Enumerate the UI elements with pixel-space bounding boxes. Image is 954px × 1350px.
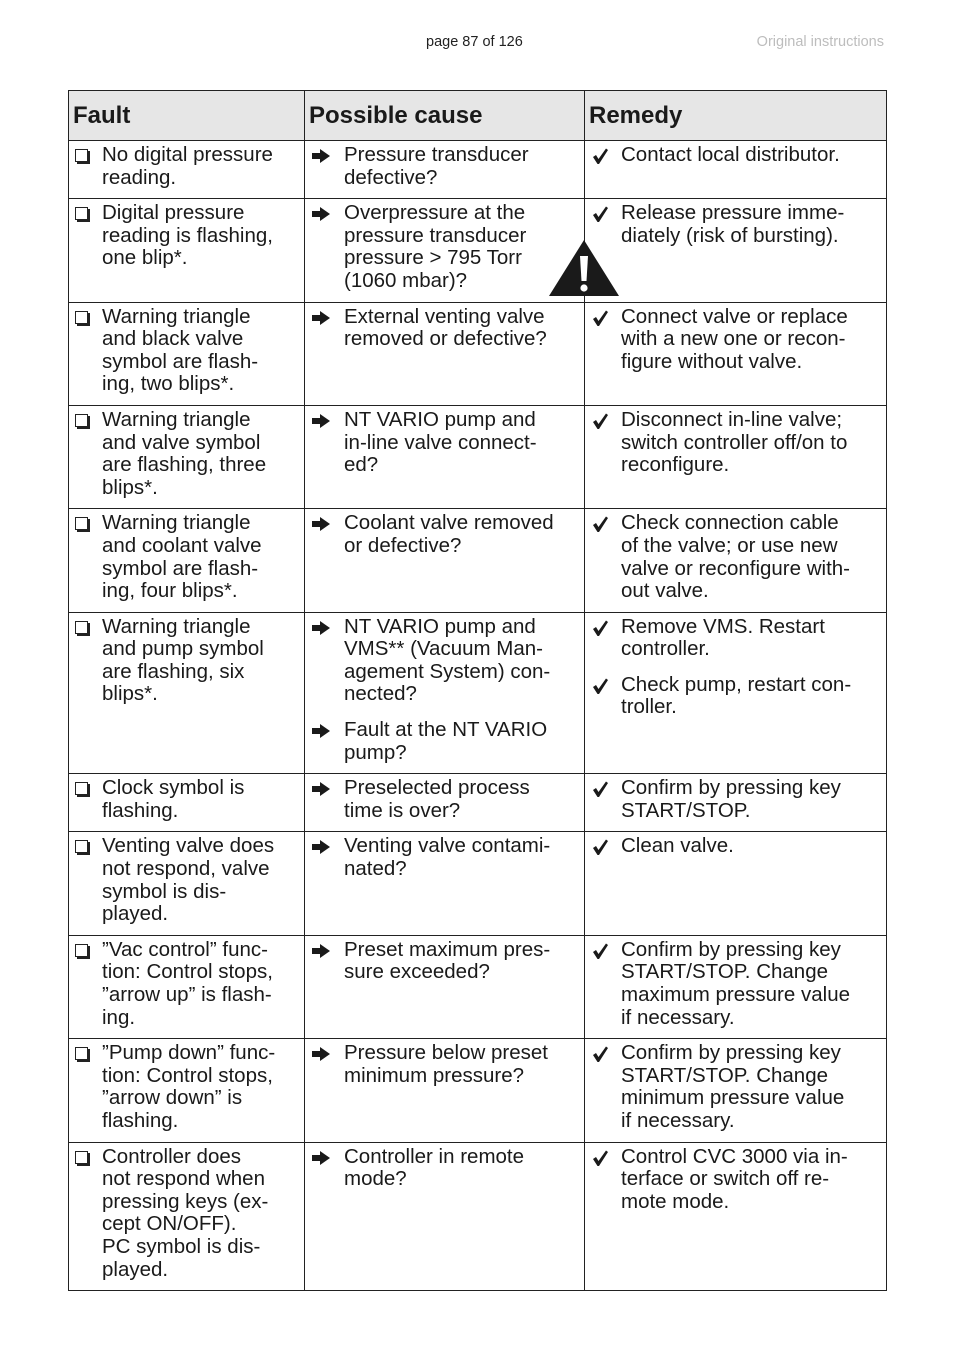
fault-text: ”Vac control” func- tion: Control stops, ”arrow up” is flash- ing. [102, 937, 273, 1029]
warning-triangle-icon [547, 238, 621, 298]
checkmark-icon [589, 777, 621, 798]
remedy-item [589, 674, 882, 719]
cause-cell [305, 405, 585, 508]
arrow-right-icon [309, 777, 344, 797]
cause-text: Pressure transducer defective? [344, 143, 529, 189]
table-row [69, 612, 887, 774]
cause-cell [305, 1142, 585, 1291]
cause-cell [305, 1039, 585, 1142]
checkmark-icon [589, 1042, 621, 1063]
fault-text: Venting valve does not respond, valve symbol is dis- played. [102, 834, 275, 926]
fault-text: ”Pump down” func- tion: Control stops, ”arrow down” is flashing. [102, 1041, 276, 1132]
checkbox-icon [73, 835, 102, 853]
cause-cell [305, 612, 585, 774]
remedy-text: Release pressure imme- diately (risk of bursting). [621, 201, 845, 247]
fault-cell [69, 832, 305, 935]
checkmark-icon [589, 512, 621, 533]
cause-item [309, 1146, 580, 1191]
remedy-text: Remove VMS. Restart controller. [621, 614, 825, 661]
fault-item [73, 777, 300, 822]
fault-cell [69, 405, 305, 508]
table-row [69, 405, 887, 508]
page-number: page 87 of 126 [426, 34, 523, 50]
fault-item [73, 202, 300, 270]
arrow-right-icon [309, 835, 344, 855]
table-row [69, 141, 887, 199]
fault-item [73, 306, 300, 396]
arrow-right-icon [309, 616, 344, 636]
cause-text: Preset maximum pres- sure exceeded? [344, 937, 551, 984]
remedy-text: Check pump, restart con- troller. [621, 672, 852, 719]
cause-item [309, 409, 580, 477]
cause-cell [305, 774, 585, 832]
fault-item [73, 616, 300, 706]
table-row [69, 935, 887, 1038]
table-row [69, 509, 887, 612]
cause-item [309, 719, 580, 764]
column-header-possible-cause: Possible cause [305, 91, 585, 141]
fault-text: Clock symbol is flashing. [102, 776, 245, 822]
remedy-cell [585, 832, 887, 935]
remedy-text: Disconnect in-line valve; switch controller off/on to reconfigure. [621, 407, 848, 477]
remedy-item [589, 1146, 882, 1214]
cause-text: Coolant valve removed or defective? [344, 511, 554, 557]
remedy-item [589, 144, 882, 167]
remedy-text: Clean valve. [621, 834, 734, 858]
fault-text: Warning triangle and coolant valve symbol are flash- ing, four blips*. [102, 511, 262, 603]
cause-item [309, 777, 580, 822]
fault-cell [69, 1142, 305, 1291]
fault-item [73, 409, 300, 499]
cause-item [309, 616, 580, 706]
document-source-label: Original instructions [756, 34, 884, 50]
fault-item [73, 939, 300, 1029]
cause-item [309, 835, 580, 880]
remedy-text: Contact local distributor. [621, 143, 840, 166]
remedy-item [589, 1042, 882, 1132]
table-row [69, 774, 887, 832]
arrow-right-icon [309, 719, 344, 739]
arrow-right-icon [309, 512, 344, 532]
remedy-cell [585, 935, 887, 1038]
fault-cell [69, 1039, 305, 1142]
cause-text: NT VARIO pump and VMS** (Vacuum Man- agement System) con- nected? [344, 614, 551, 706]
remedy-item [589, 616, 882, 661]
fault-cell [69, 612, 305, 774]
cause-cell [305, 832, 585, 935]
cause-text: Fault at the NT VARIO pump? [344, 718, 548, 764]
arrow-right-icon [309, 1146, 344, 1166]
remedy-item [589, 835, 882, 858]
fault-cell [69, 935, 305, 1038]
arrow-right-icon [309, 939, 344, 959]
remedy-text: Connect valve or replace with a new one or recon- figure without valve. [621, 304, 848, 373]
cause-item [309, 1042, 580, 1087]
cause-item [309, 939, 580, 984]
remedy-text: Check connection cable of the valve; or use new valve or reconfigure with- out valve. [621, 511, 851, 603]
fault-text: No digital pressure reading. [102, 143, 273, 189]
remedy-cell [585, 612, 887, 774]
cause-text: Overpressure at the pressure transducer pressure > 795 Torr (1060 mbar)? [344, 201, 527, 292]
remedy-item [589, 512, 882, 602]
remedy-cell [585, 1142, 887, 1291]
arrow-right-icon [309, 144, 344, 164]
checkbox-icon [73, 616, 102, 634]
table-row [69, 1039, 887, 1142]
fault-cell [69, 302, 305, 405]
checkbox-icon [73, 1146, 102, 1164]
fault-text: Warning triangle and black valve symbol are flash- ing, two blips*. [102, 304, 259, 396]
page-header [0, 34, 954, 54]
cause-item [309, 144, 580, 189]
table-row [69, 832, 887, 935]
table-row [69, 1142, 887, 1291]
checkbox-icon [73, 939, 102, 957]
checkmark-icon [589, 939, 621, 960]
column-header-remedy: Remedy [585, 91, 887, 141]
cause-cell [305, 935, 585, 1038]
checkmark-icon [589, 835, 621, 856]
checkbox-icon [73, 1042, 102, 1060]
fault-item [73, 835, 300, 925]
cause-item [309, 306, 580, 351]
cause-cell [305, 199, 585, 302]
fault-cell [69, 509, 305, 612]
remedy-item [589, 777, 882, 822]
fault-cell [69, 199, 305, 302]
troubleshooting-table [68, 90, 887, 1291]
cause-cell [305, 509, 585, 612]
table-row [69, 302, 887, 405]
cause-text: External venting valve removed or defective? [344, 304, 547, 351]
remedy-text: Confirm by pressing key START/STOP. Change minimum pressure value if necessary. [621, 1041, 845, 1132]
table-header-row [69, 91, 887, 141]
fault-item [73, 1042, 300, 1132]
arrow-right-icon [309, 409, 344, 429]
fault-text: Warning triangle and valve symbol are flashing, three blips*. [102, 407, 267, 499]
remedy-cell [585, 509, 887, 612]
arrow-right-icon [309, 306, 344, 326]
fault-item [73, 144, 300, 189]
checkmark-icon [589, 306, 621, 327]
checkmark-icon [589, 674, 621, 695]
cause-cell [305, 302, 585, 405]
checkmark-icon [589, 409, 621, 430]
checkbox-icon [73, 306, 102, 324]
remedy-cell [585, 1039, 887, 1142]
fault-cell [69, 774, 305, 832]
fault-text: Controller does not respond when pressing keys (ex- cept ON/OFF). PC symbol is dis- played. [102, 1144, 269, 1281]
remedy-item [589, 939, 882, 1029]
cause-text: NT VARIO pump and in-line valve connect- ed? [344, 407, 537, 477]
cause-item [309, 202, 580, 292]
remedy-text: Confirm by pressing key START/STOP. [621, 776, 841, 822]
remedy-cell [585, 774, 887, 832]
fault-item [73, 512, 300, 602]
column-header-fault: Fault [69, 91, 305, 141]
checkbox-icon [73, 512, 102, 530]
cause-item [309, 512, 580, 557]
table-row [69, 199, 887, 302]
checkbox-icon [73, 144, 102, 162]
remedy-text: Confirm by pressing key START/STOP. Change maximum pressure value if necessary. [621, 937, 850, 1029]
checkbox-icon [73, 202, 102, 220]
remedy-cell [585, 405, 887, 508]
arrow-right-icon [309, 1042, 344, 1062]
remedy-cell [585, 302, 887, 405]
cause-cell [305, 141, 585, 199]
cause-text: Controller in remote mode? [344, 1144, 525, 1191]
remedy-text: Control CVC 3000 via in- terface or switch off re- mote mode. [621, 1144, 848, 1213]
checkbox-icon [73, 777, 102, 795]
checkmark-icon [589, 616, 621, 637]
fault-text: Digital pressure reading is flashing, one blip*. [102, 201, 273, 270]
remedy-item [589, 306, 882, 374]
checkmark-icon [589, 1146, 621, 1167]
fault-item [73, 1146, 300, 1282]
fault-cell [69, 141, 305, 199]
arrow-right-icon [309, 202, 344, 222]
remedy-item [589, 202, 882, 247]
checkmark-icon [589, 144, 621, 165]
checkmark-icon [589, 202, 621, 223]
remedy-item [589, 409, 882, 477]
remedy-cell [585, 141, 887, 199]
cause-text: Venting valve contami- nated? [344, 834, 551, 881]
cause-text: Pressure below preset minimum pressure? [344, 1041, 548, 1087]
remedy-cell [585, 199, 887, 302]
fault-text: Warning triangle and pump symbol are flashing, six blips*. [102, 614, 264, 706]
checkbox-icon [73, 409, 102, 427]
cause-text: Preselected process time is over? [344, 776, 530, 822]
